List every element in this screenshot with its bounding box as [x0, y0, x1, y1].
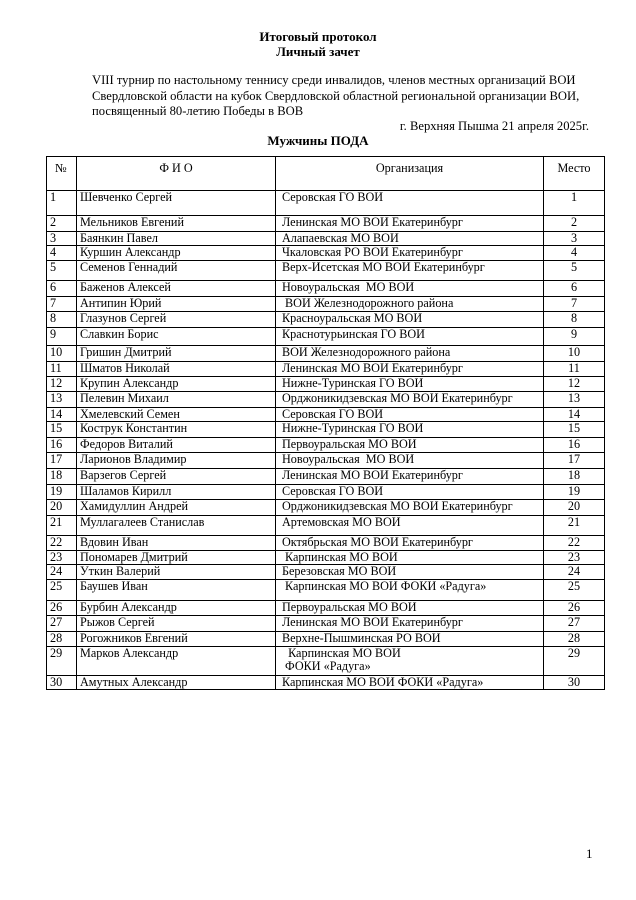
table-row [47, 362, 605, 377]
tournament-description [92, 73, 612, 120]
cell-number: 12 [47, 377, 77, 392]
cell-place: 17 [544, 453, 605, 469]
category-title: Мужчины ПОДА [267, 133, 369, 148]
cell-place: 7 [544, 297, 605, 312]
intro-line: Свердловской области на кубок Свердловской областной региональной организации ВОИ, [92, 88, 580, 103]
cell-organization: Первоуральская МО ВОИ [276, 438, 544, 453]
cell-number: 2 [47, 216, 77, 232]
cell-organization: Алапаевская МО ВОИ [276, 232, 544, 246]
table-row [47, 536, 605, 551]
cell-place: 12 [544, 377, 605, 392]
cell-number: 28 [47, 632, 77, 647]
cell-participant-name: Пономарев Дмитрий [77, 551, 276, 565]
cell-participant-name: Вдовин Иван [77, 536, 276, 551]
cell-organization: Нижне-Туринская ГО ВОИ [276, 377, 544, 392]
table-row [47, 297, 605, 312]
cell-number: 1 [47, 191, 77, 216]
cell-number: 22 [47, 536, 77, 551]
table-row [47, 377, 605, 392]
cell-organization: Краснотурьинская ГО ВОИ [276, 328, 544, 346]
cell-organization: Серовская ГО ВОИ [276, 408, 544, 422]
cell-place: 11 [544, 362, 605, 377]
cell-organization: Нижне-Туринская ГО ВОИ [276, 422, 544, 438]
table-row [47, 616, 605, 632]
cell-number: 17 [47, 453, 77, 469]
cell-number: 29 [47, 647, 77, 676]
place-and-date: г. Верхняя Пышма 21 апреля 2025г. [399, 119, 589, 133]
cell-participant-name: Крупин Александр [77, 377, 276, 392]
cell-place: 3 [544, 232, 605, 246]
table-row [47, 281, 605, 297]
cell-organization: ВОИ Железнодорожного района [276, 346, 544, 362]
cell-place: 29 [544, 647, 605, 676]
column-header-number: № [47, 157, 77, 191]
cell-number: 8 [47, 312, 77, 328]
cell-participant-name: Уткин Валерий [77, 565, 276, 580]
table-row [47, 392, 605, 408]
cell-place: 24 [544, 565, 605, 580]
cell-number: 16 [47, 438, 77, 453]
table-row [47, 422, 605, 438]
cell-place: 19 [544, 485, 605, 500]
cell-number: 24 [47, 565, 77, 580]
cell-participant-name: Мельников Евгений [77, 216, 276, 232]
cell-place: 1 [544, 191, 605, 216]
cell-number: 25 [47, 580, 77, 601]
table-row [47, 516, 605, 536]
cell-participant-name: Гришин Дмитрий [77, 346, 276, 362]
table-row [47, 676, 605, 690]
cell-organization: ВОИ Железнодорожного района [276, 297, 544, 312]
cell-organization: Березовская МО ВОИ [276, 565, 544, 580]
cell-number: 4 [47, 246, 77, 261]
cell-organization: Карпинская МО ВОИ ФОКИ «Радуга» [276, 580, 544, 601]
table-row [47, 246, 605, 261]
cell-participant-name: Антипин Юрий [77, 297, 276, 312]
table-row [47, 216, 605, 232]
cell-organization: Орджоникидзевская МО ВОИ Екатеринбург [276, 392, 544, 408]
table-row [47, 551, 605, 565]
cell-number: 9 [47, 328, 77, 346]
cell-place: 28 [544, 632, 605, 647]
cell-place: 6 [544, 281, 605, 297]
cell-number: 20 [47, 500, 77, 516]
cell-organization: Орджоникидзевская МО ВОИ Екатеринбург [276, 500, 544, 516]
cell-participant-name: Шевченко Сергей [77, 191, 276, 216]
cell-participant-name: Рогожников Евгений [77, 632, 276, 647]
table-row [47, 346, 605, 362]
table-header-row [47, 157, 605, 191]
cell-participant-name: Хмелевский Семен [77, 408, 276, 422]
cell-participant-name: Федоров Виталий [77, 438, 276, 453]
cell-number: 30 [47, 676, 77, 690]
cell-place: 5 [544, 261, 605, 281]
cell-participant-name: Рыжов Сергей [77, 616, 276, 632]
intro-line: посвященный 80-летию Победы в ВОВ [92, 104, 304, 118]
cell-number: 26 [47, 601, 77, 616]
cell-participant-name: Славкин Борис [77, 328, 276, 346]
table-row [47, 469, 605, 485]
cell-organization: Ленинская МО ВОИ Екатеринбург [276, 362, 544, 377]
cell-participant-name: Муллагалеев Станислав [77, 516, 276, 536]
cell-place: 18 [544, 469, 605, 485]
cell-place: 30 [544, 676, 605, 690]
cell-participant-name: Пелевин Михаил [77, 392, 276, 408]
cell-number: 21 [47, 516, 77, 536]
cell-place: 23 [544, 551, 605, 565]
table-row [47, 565, 605, 580]
cell-organization: Октябрьская МО ВОИ Екатеринбург [276, 536, 544, 551]
cell-number: 13 [47, 392, 77, 408]
cell-participant-name: Ларионов Владимир [77, 453, 276, 469]
intro-line: VIII турнир по настольному теннису среди инвалидов, членов местных организаций ВОИ [92, 73, 576, 87]
cell-organization: Чкаловская РО ВОИ Екатеринбург [276, 246, 544, 261]
page-number: 1 [586, 846, 593, 861]
cell-number: 6 [47, 281, 77, 297]
results-table [46, 156, 605, 690]
cell-participant-name: Кострук Константин [77, 422, 276, 438]
cell-place: 22 [544, 536, 605, 551]
cell-participant-name: Баушев Иван [77, 580, 276, 601]
cell-participant-name: Шаламов Кирилл [77, 485, 276, 500]
table-row [47, 261, 605, 281]
cell-participant-name: Хамидуллин Андрей [77, 500, 276, 516]
table-row [47, 328, 605, 346]
table-row [47, 601, 605, 616]
cell-place: 21 [544, 516, 605, 536]
cell-place: 9 [544, 328, 605, 346]
cell-number: 3 [47, 232, 77, 246]
cell-participant-name: Бурбин Александр [77, 601, 276, 616]
cell-participant-name: Семенов Геннадий [77, 261, 276, 281]
cell-participant-name: Шматов Николай [77, 362, 276, 377]
cell-place: 27 [544, 616, 605, 632]
column-header-place: Место [544, 157, 605, 191]
cell-organization: Ленинская МО ВОИ Екатеринбург [276, 216, 544, 232]
protocol-title: Итоговый протокол [259, 29, 377, 44]
cell-organization: Красноуральская МО ВОИ [276, 312, 544, 328]
cell-place: 16 [544, 438, 605, 453]
cell-organization: Новоуральская МО ВОИ [276, 281, 544, 297]
organization-line: Карпинская МО ВОИ [282, 646, 401, 660]
cell-organization: Новоуральская МО ВОИ [276, 453, 544, 469]
cell-place: 2 [544, 216, 605, 232]
table-row [47, 580, 605, 601]
cell-place: 20 [544, 500, 605, 516]
cell-organization: Карпинская МО ВОИ ФОКИ «Радуга» [276, 676, 544, 690]
cell-number: 14 [47, 408, 77, 422]
cell-organization: Серовская ГО ВОИ [276, 191, 544, 216]
organization-line: ФОКИ «Радуга» [282, 659, 371, 673]
cell-participant-name: Амутных Александр [77, 676, 276, 690]
cell-place: 8 [544, 312, 605, 328]
table-row [47, 191, 605, 216]
table-row [47, 485, 605, 500]
protocol-subtitle: Личный зачет [276, 44, 360, 59]
table-row [47, 232, 605, 246]
cell-place: 10 [544, 346, 605, 362]
cell-participant-name: Куршин Александр [77, 246, 276, 261]
cell-participant-name: Глазунов Сергей [77, 312, 276, 328]
cell-number: 27 [47, 616, 77, 632]
cell-place: 4 [544, 246, 605, 261]
table-row [47, 500, 605, 516]
column-header-organization: Организация [276, 157, 544, 191]
table-row [47, 632, 605, 647]
cell-number: 15 [47, 422, 77, 438]
cell-organization: Верх-Исетская МО ВОИ Екатеринбург [276, 261, 544, 281]
cell-place: 13 [544, 392, 605, 408]
results-body [47, 191, 605, 690]
table-row [47, 438, 605, 453]
cell-place: 25 [544, 580, 605, 601]
table-row [47, 453, 605, 469]
cell-participant-name: Марков Александр [77, 647, 276, 676]
cell-number: 11 [47, 362, 77, 377]
cell-place: 15 [544, 422, 605, 438]
cell-organization: Артемовская МО ВОИ [276, 516, 544, 536]
cell-number: 5 [47, 261, 77, 281]
table-row [47, 312, 605, 328]
cell-organization: Первоуральская МО ВОИ [276, 601, 544, 616]
cell-organization: Ленинская МО ВОИ Екатеринбург [276, 616, 544, 632]
cell-organization: Серовская ГО ВОИ [276, 485, 544, 500]
cell-organization: Карпинская МО ВОИ [276, 551, 544, 565]
cell-number: 18 [47, 469, 77, 485]
cell-organization: Ленинская МО ВОИ Екатеринбург [276, 469, 544, 485]
cell-participant-name: Баженов Алексей [77, 281, 276, 297]
cell-organization: Верхне-Пышминская РО ВОИ [276, 632, 544, 647]
table-row [47, 408, 605, 422]
cell-number: 7 [47, 297, 77, 312]
cell-participant-name: Варзегов Сергей [77, 469, 276, 485]
cell-number: 19 [47, 485, 77, 500]
cell-number: 10 [47, 346, 77, 362]
cell-participant-name: Баянкин Павел [77, 232, 276, 246]
cell-number: 23 [47, 551, 77, 565]
cell-organization [276, 647, 544, 676]
column-header-name: Ф И О [77, 157, 276, 191]
table-row [47, 647, 605, 676]
cell-place: 26 [544, 601, 605, 616]
cell-place: 14 [544, 408, 605, 422]
